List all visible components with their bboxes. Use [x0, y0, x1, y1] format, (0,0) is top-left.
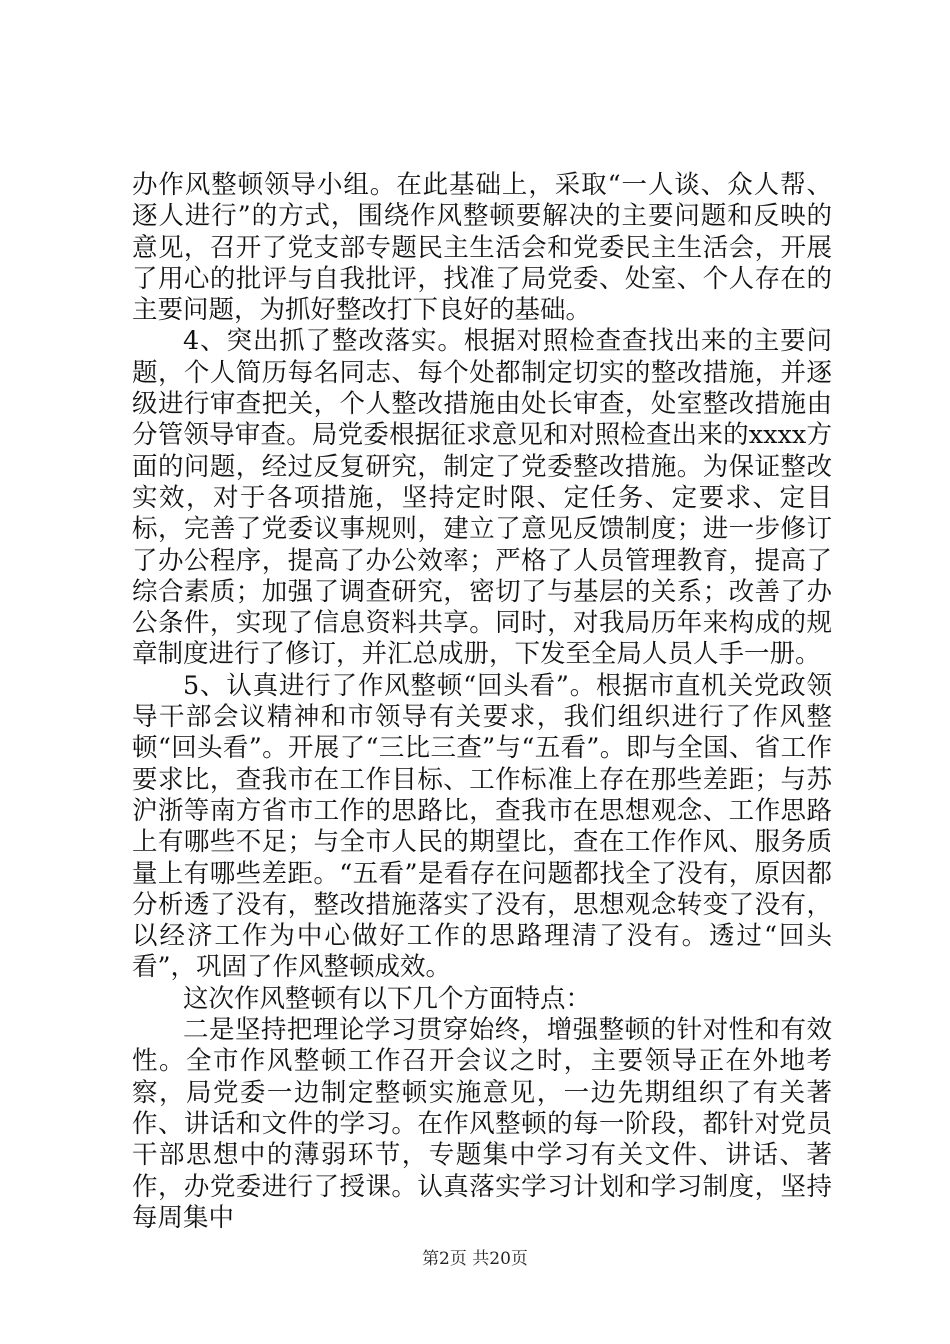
paragraph-continuation: 办作风整顿领导小组。在此基础上，采取“一人谈、众人帮、逐人进行”的方式，围绕作风整顿要解决的主要问题和反映的意见，召开了党支部专题民主生活会和党委民主生活会，开展了用心的批评与自我批评，找准了局党委、处室、个人存在的主要问题，为抓好整改打下良好的基础。	[132, 170, 832, 326]
paragraph-item-5: 5、认真进行了作风整顿“回头看”。根据市直机关党政领导干部会议精神和市领导有关要求，我们组织进行了作风整顿“回头看”。开展了“三比三查”与“五看”。即与全国、省工作要求比，查我市在工作目标、工作标准上存在那些差距；与苏沪浙等南方省市工作的思路比，查我市在思想观念、工作思路上有哪些不足；与全市人民的期望比，查在工作作风、服务质量上有哪些差距。“五看”是看存在问题都找全了没有，原因都分析透了没有，整改措施落实了没有，思想观念转变了没有，以经济工作为中心做好工作的思路理清了没有。透过“回头看”，巩固了作风整顿成效。	[132, 670, 832, 983]
paragraph-features-intro: 这次作风整顿有以下几个方面特点：	[183, 983, 592, 1014]
paragraph-feature-2: 二是坚持把理论学习贯穿始终，增强整顿的针对性和有效性。全市作风整顿工作召开会议之时，主要领导正在外地考察，局党委一边制定整顿实施意见，一边先期组织了有关著作、讲话和文件的学习。在作风整顿的每一阶段，都针对党员干部思想中的薄弱环节，专题集中学习有关文件、讲话、著作，办党委进行了授课。认真落实学习计划和学习制度，坚持每周集中	[132, 1015, 832, 1233]
document-body	[132, 170, 832, 1234]
page-number-footer: 第2页 共20页	[422, 1249, 528, 1269]
paragraph-item-4: 4、突出抓了整改落实。根据对照检查查找出来的主要问题，个人简历每名同志、每个处都制定切实的整改措施，并逐级进行审查把关，个人整改措施由处长审查，处室整改措施由分管领导审查。局党委根据征求意见和对照检查出来的xxxx方面的问题，经过反复研究，制定了党委整改措施。为保证整改实效，对于各项措施，坚持定时限、定任务、定要求、定目标，完善了党委议事规则，建立了意见反馈制度；进一步修订了办公程序，提高了办公效率；严格了人员管理教育，提高了综合素质；加强了调查研究，密切了与基层的关系；改善了办公条件，实现了信息资料共享。同时，对我局历年来构成的规章制度进行了修订，并汇总成册，下发至全局人员人手一册。	[132, 326, 832, 670]
